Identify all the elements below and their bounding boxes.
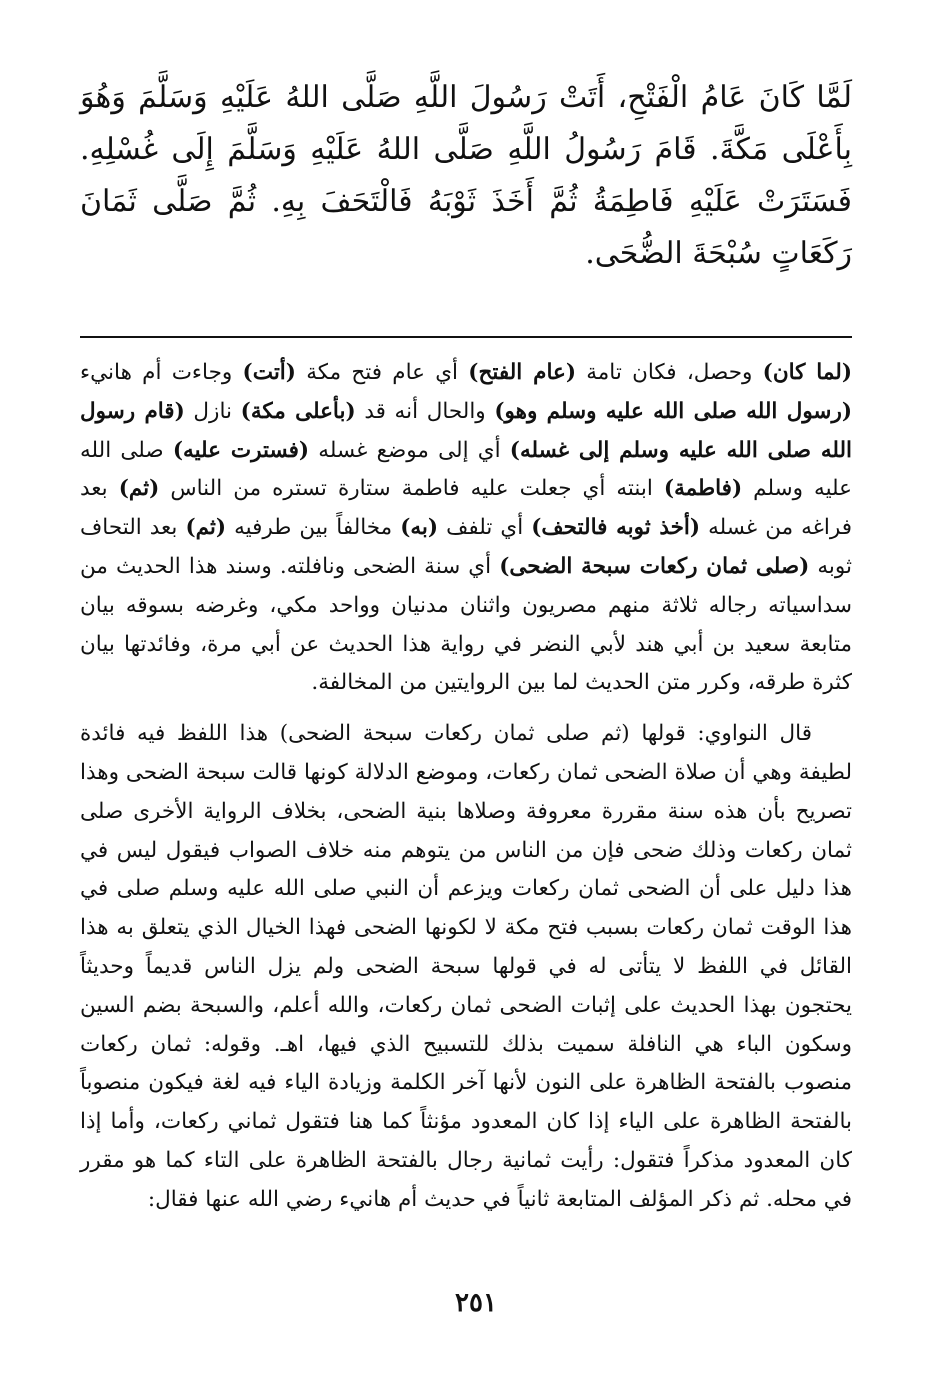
commentary-text: مخالفاً بين طرفيه bbox=[226, 515, 401, 541]
commentary-paragraph-2: قال النواوي: قولها (ثم صلى ثمان ركعات سبحة الضحى) هذا اللفظ فيه فائدة لطيفة وهي أن صلاة الضحى ثمان ركعات، وموضع الدلالة كونها قالت سبحة الضحى وهذا تصريح بأن هذه سنة مقررة معروفة وصلاها بنية الضحى، بخلاف الرواية الأخرى صلى ثمان ركعات وذلك ضحى فإن من الناس من يتوهم منه خلاف الصواب فيقول ليس في هذا دليل على أن الضحى ثمان ركعات ويزعم أن النبي صلى الله عليه وسلم صلى في هذا الوقت ثمان ركعات بسبب فتح مكة لا لكونها الضحى فهذا الخيال الذي يتعلق به هذا القائل في اللفظ لا يتأتى له في قولها سبحة الضحى ولم يزل الناس قديماً وحديثاً يحتجون بهذا الحديث على إثبات الضحى ثمان ركعات، والله أعلم، والسبحة بضم السين وسكون الباء هي النافلة سميت بذلك للتسبيح الذي فيها، اهـ. وقوله: ثمان ركعات منصوب بالفتحة الظاهرة على النون لأنها آخر الكلمة وزيادة الياء فيه لغة فيكون منصوباً بالفتحة الظاهرة على الياء إذا كان المعدود مؤنثاً كما هنا فتقول ثماني ركعات، وأما إذا كان المعدود مذكراً فتقول: رأيت ثمانية رجال بالفتحة الظاهرة على التاء كما هو مقرر في محله. ثم ذكر المؤلف المتابعة ثانياً في حديث أم هانيء رضي الله عنها فقال: bbox=[80, 721, 853, 1212]
quoted-hadith-phrase: (أتت) bbox=[242, 360, 296, 385]
quoted-hadith-phrase: (صلى ثمان ركعات سبحة الضحى) bbox=[499, 553, 810, 579]
quoted-hadith-phrase: (ثم) bbox=[118, 476, 160, 502]
quoted-hadith-phrase: (قام رسول الله صلى الله عليه وسلم إلى غسله) bbox=[80, 398, 853, 463]
commentary-text: وجاءت أم هانيء bbox=[80, 360, 243, 385]
commentary-text: أي سنة الضحى ونافلته. وسند هذا الحديث من سداسياته رجاله ثلاثة منهم مصريون واثنان مدنيان وواحد مكي، وغرضه بسوقه بيان متابعة سعيد بن أبي هند لأبي النضر في رواية هذا الحديث عن أبي مرة، وفائدتها بيان كثرة طرقه، وكرر متن الحديث لما بين الروايتين من المخالفة. bbox=[80, 553, 852, 696]
quoted-hadith-phrase: (به) bbox=[400, 515, 439, 541]
quoted-hadith-phrase: (ثم) bbox=[185, 515, 227, 541]
page-number: ٢٥١ bbox=[455, 1288, 497, 1318]
commentary-text: والحال أنه قد bbox=[355, 398, 495, 424]
quoted-hadith-phrase: (بأعلى مكة) bbox=[240, 398, 356, 424]
commentary-text: أي تلفف bbox=[438, 515, 532, 541]
quoted-hadith-phrase: (عام الفتح) bbox=[468, 360, 576, 385]
quoted-hadith-phrase: (فاطمة) bbox=[663, 476, 743, 502]
commentary-text: نازل bbox=[184, 398, 241, 424]
hadith-text: لَمَّا كَانَ عَامُ الْفَتْحِ، أَتَتْ رَسُولَ اللَّهِ صَلَّى اللهُ عَلَيْهِ وَسَلَّمَ وَهُوَ بِأَعْلَى مَكَّةَ. قَامَ رَسُولُ اللَّهِ صَلَّى اللهُ عَلَيْهِ وَسَلَّمَ إِلَى غُسْلِهِ. فَسَتَرَتْ عَلَيْهِ فَاطِمَةُ ثُمَّ أَخَذَ ثَوْبَهُ فَالْتَحَفَ بِهِ. ثُمَّ صَلَّى ثَمَانَ رَكَعَاتٍ سُبْحَةَ الضُّحَى. bbox=[80, 80, 852, 271]
quoted-hadith-phrase: (أخذ ثوبه فالتحف) bbox=[531, 515, 701, 541]
commentary-text: صلى الله عليه وسلم bbox=[80, 437, 852, 502]
commentary-text: بعد التحاف ثوبه bbox=[80, 515, 852, 579]
quoted-hadith-phrase: (فسترت عليه) bbox=[172, 437, 310, 463]
commentary-paragraph-1 bbox=[80, 354, 852, 703]
commentary-text: أي إلى موضع غسله bbox=[309, 437, 510, 463]
document-page bbox=[80, 72, 852, 1220]
commentary-text: أي عام فتح مكة bbox=[295, 360, 469, 385]
commentary-text: ابنته أي جعلت عليه فاطمة ستارة تستره من الناس bbox=[159, 476, 664, 502]
quoted-hadith-phrase: (رسول الله صلى الله عليه وسلم وهو) bbox=[494, 398, 853, 424]
commentary-text: وحصل، فكان تامة bbox=[576, 360, 763, 385]
separator-rule bbox=[80, 336, 852, 338]
quoted-hadith-phrase: (لما كان) bbox=[762, 360, 852, 385]
commentary-text: بعد فراغه من غسله bbox=[80, 476, 852, 541]
